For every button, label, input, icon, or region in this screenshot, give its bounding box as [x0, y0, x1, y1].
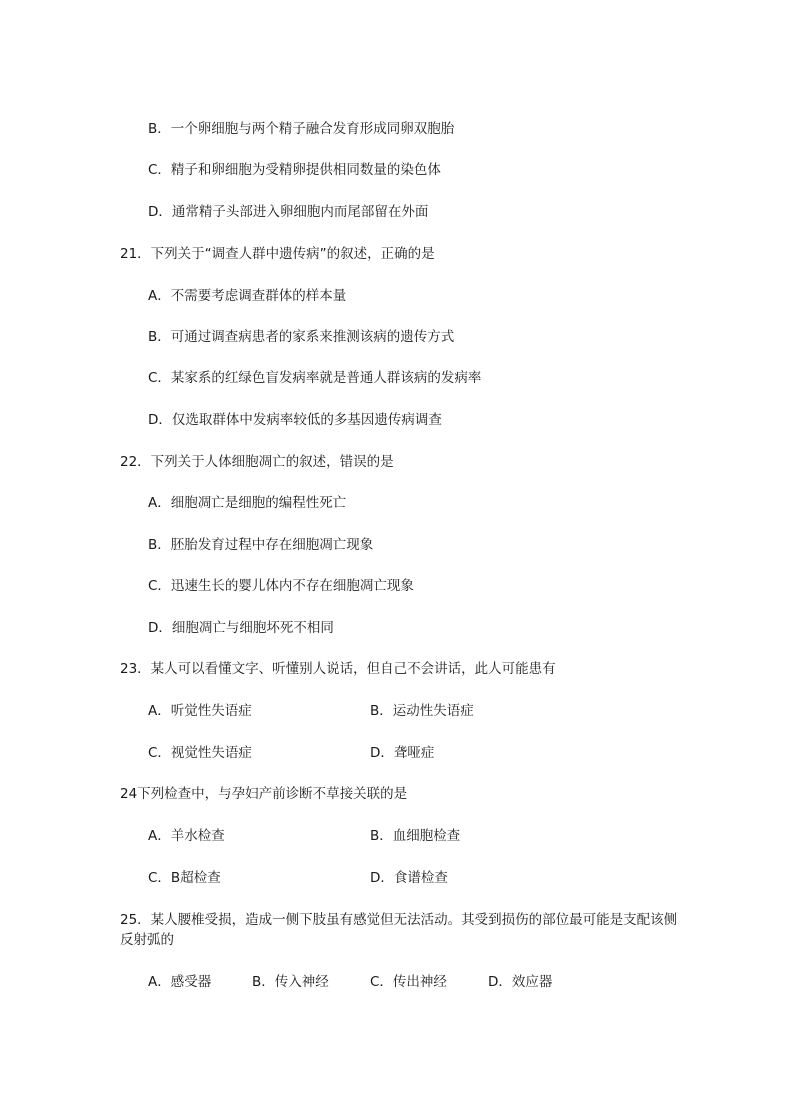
q24-option-a: A．羊水检查	[148, 828, 225, 844]
q21-option-d: D．仅选取群体中发病率较低的多基因遗传病调查	[148, 412, 442, 428]
q22-option-b: B．胚胎发育过程中存在细胞凋亡现象	[148, 537, 374, 553]
q20-option-b: B．一个卵细胞与两个精子融合发育形成同卵双胞胎	[148, 121, 455, 137]
q22-option-a: A．细胞凋亡是细胞的编程性死亡	[148, 495, 347, 511]
q24-option-b: B．血细胞检查	[370, 828, 461, 844]
q20-option-c: C．精子和卵细胞为受精卵提供相同数量的染色体	[148, 162, 441, 178]
q24-stem: 24下列检查中，与孕妇产前诊断不草接关联的是	[120, 786, 408, 802]
q22-stem: 22．下列关于人体细胞凋亡的叙述，错误的是	[120, 454, 394, 470]
q23-stem: 23．某人可以看懂文字、听懂别人说话，但自己不会讲话，此人可能患有	[120, 661, 556, 677]
q21-stem: 21．下列关于“调查人群中遗传病”的叙述，正确的是	[120, 246, 435, 262]
q23-option-a: A．听觉性失语症	[148, 703, 252, 719]
q22-option-d: D．细胞凋亡与细胞坏死不相同	[148, 620, 334, 636]
q21-option-c: C．某家系的红绿色盲发病率就是普通人群该病的发病率	[148, 370, 482, 386]
q25-option-d: D．效应器	[488, 974, 553, 990]
q24-option-c: C．B超检查	[148, 870, 221, 886]
q23-option-d: D．聋哑症	[370, 745, 435, 761]
q25-stem: 25．某人腰椎受损，造成一侧下肢虽有感觉但无法活动。其受到损伤的部位最可能是支配该侧反射弧的	[120, 912, 678, 948]
q22-option-c: C．迅速生长的婴儿体内不存在细胞凋亡现象	[148, 578, 414, 594]
q25-option-b: B．传入神经	[252, 974, 329, 990]
q25-option-c: C．传出神经	[370, 974, 447, 990]
q21-option-a: A．不需要考虑调查群体的样本量	[148, 288, 347, 304]
q21-option-b: B．可通过调查病患者的家系来推测该病的遗传方式	[148, 329, 455, 345]
q24-option-d: D．食谱检查	[370, 870, 448, 886]
q23-option-c: C．视觉性失语症	[148, 745, 252, 761]
q20-option-d: D．通常精子头部进入卵细胞内而尾部留在外面	[148, 204, 429, 220]
q25-option-a: A．感受器	[148, 974, 212, 990]
q23-option-b: B．运动性失语症	[370, 703, 474, 719]
